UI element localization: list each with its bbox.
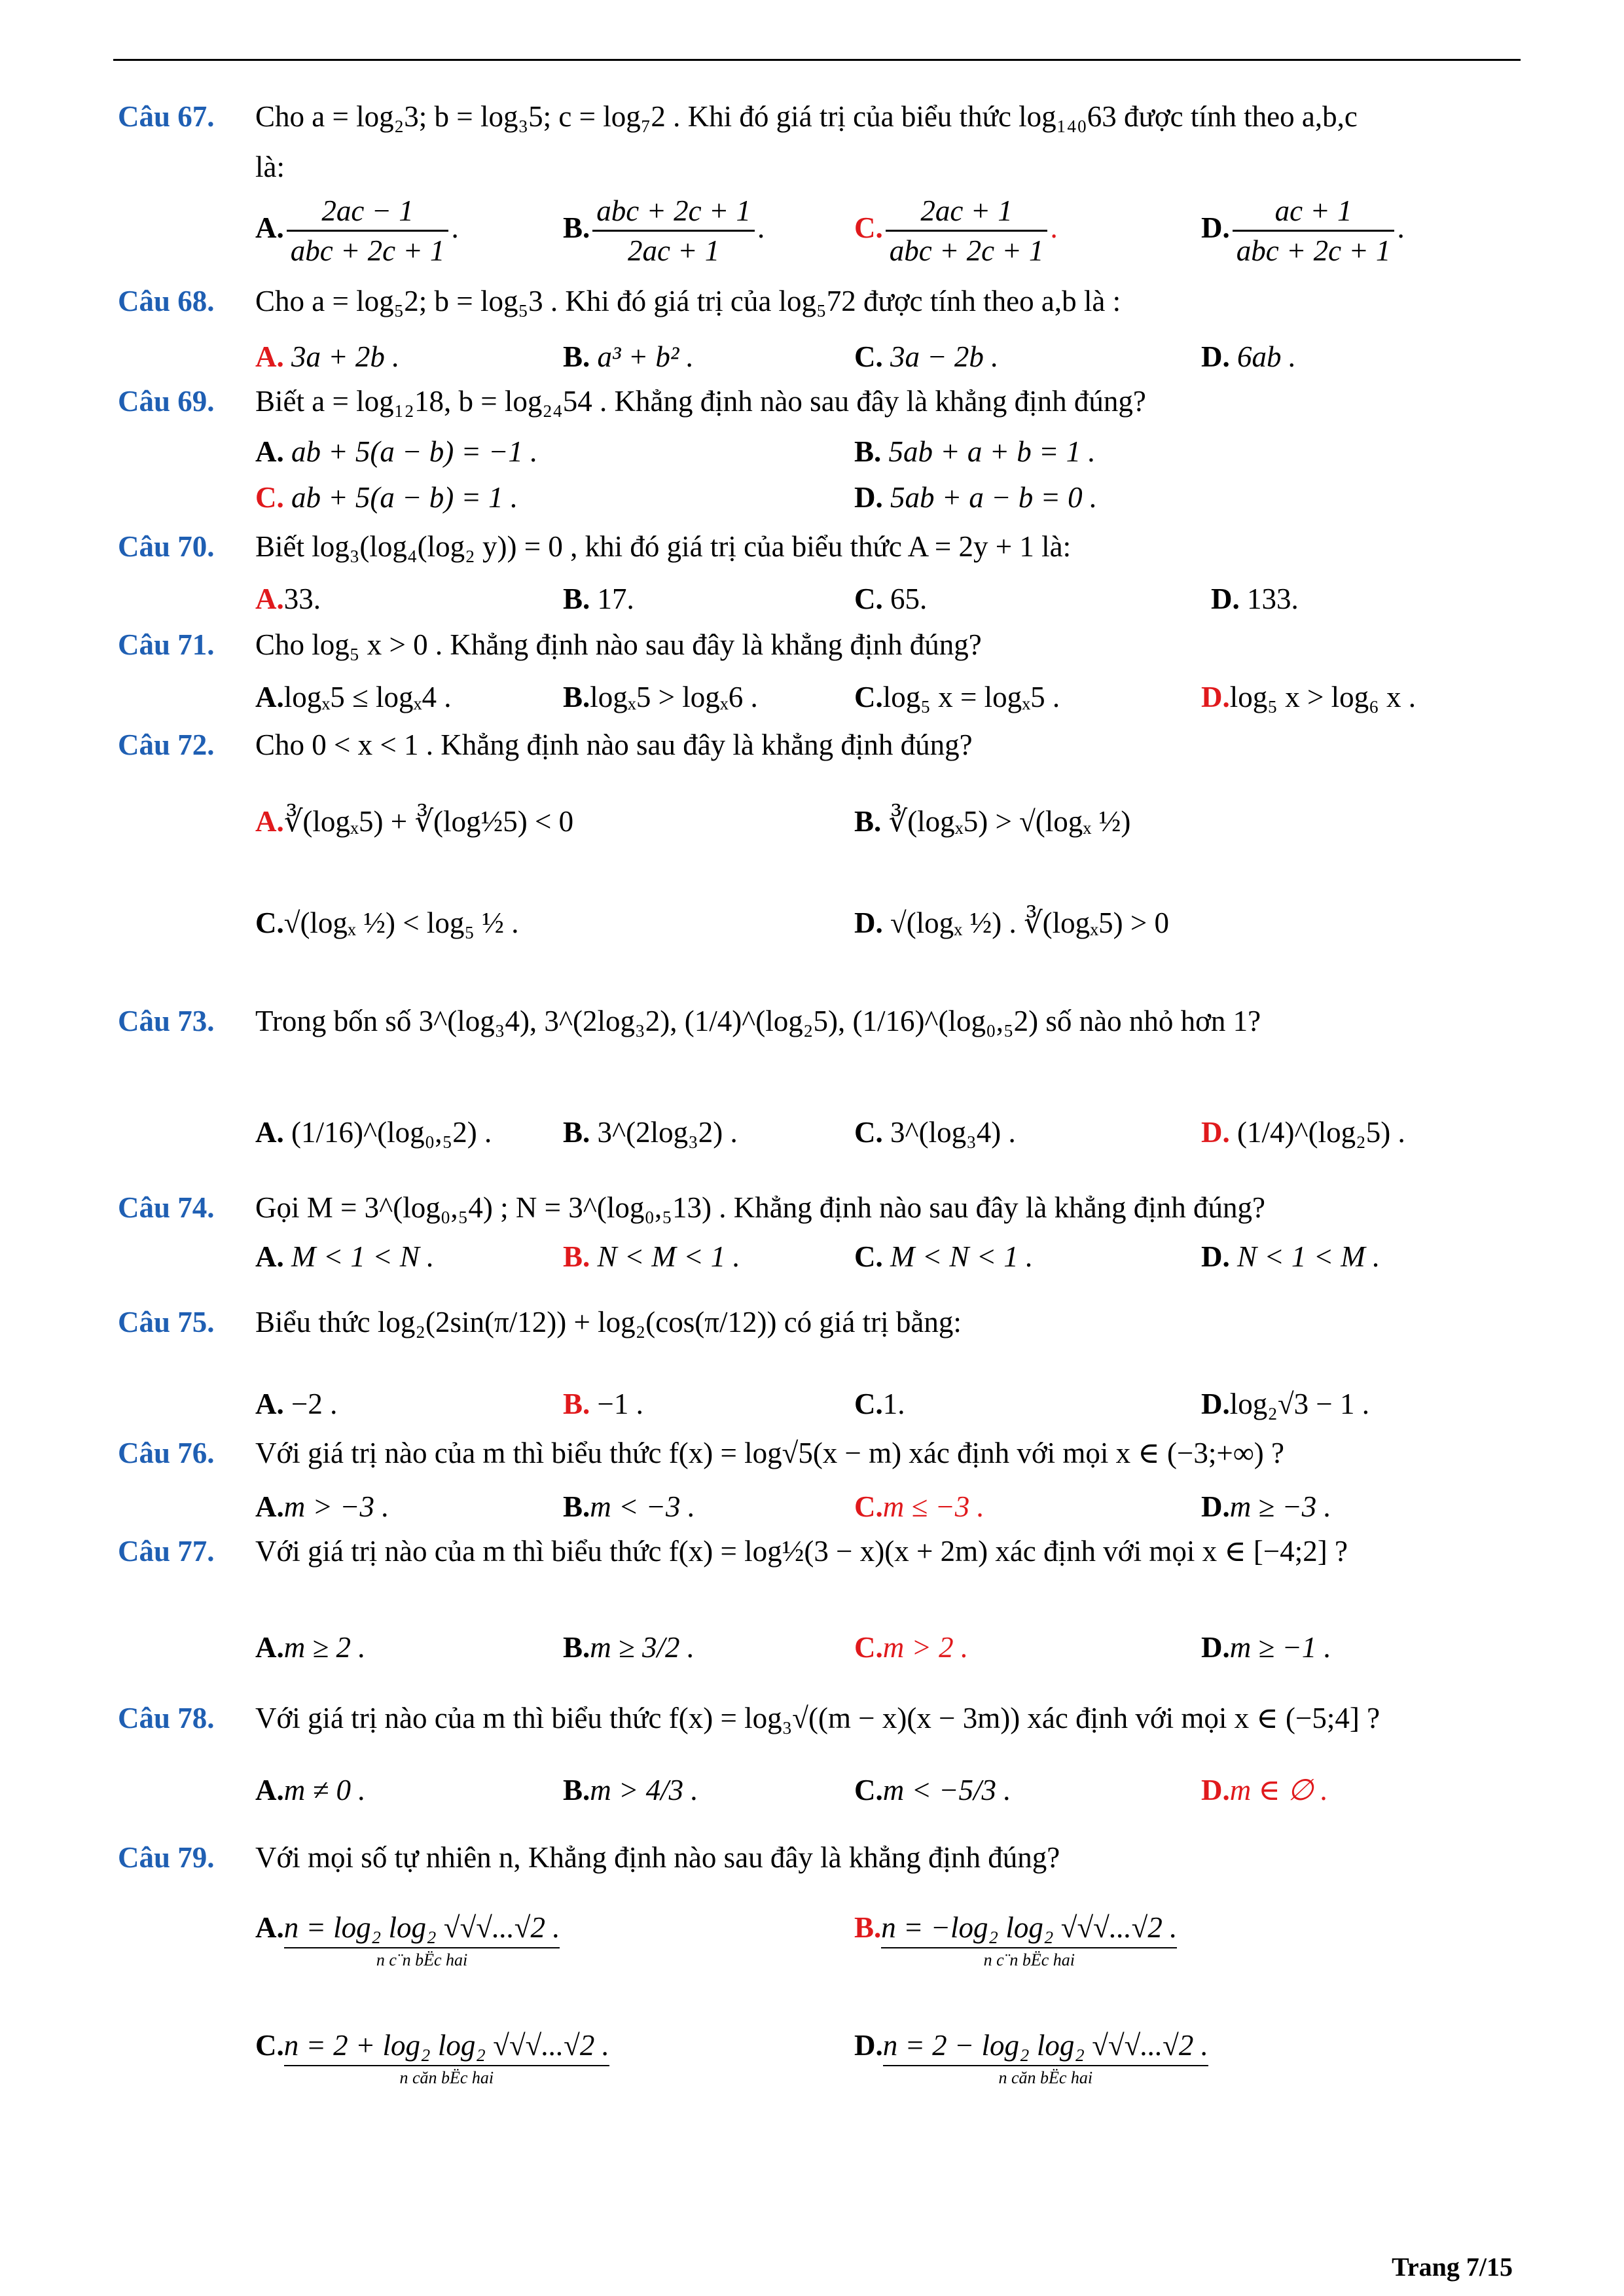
- option-76-d[interactable]: D.m ≥ −3 .: [1201, 1490, 1331, 1523]
- option-72-a[interactable]: A.∛(logₓ5) + ∛(log½5) < 0: [255, 805, 574, 838]
- option-68-d[interactable]: D. 6ab .: [1201, 340, 1296, 373]
- question-79: Câu 79. Với mọi số tự nhiên n, Khẳng định nào sau đây là khẳng định đúng?: [118, 1841, 1060, 1874]
- option-73-c[interactable]: C. 3^(log₃4) .: [854, 1116, 1016, 1149]
- option-76-b[interactable]: B.m < −3 .: [563, 1490, 695, 1523]
- option-79-d[interactable]: D.n = 2 − log₂ log₂ √√√...√2 . n căn bËc hai: [854, 2026, 1208, 2090]
- question-number: Câu 67.: [118, 100, 215, 133]
- option-73-a[interactable]: A. (1/16)^(log₀,₅2) .: [255, 1116, 492, 1149]
- question-74: Câu 74. Gọi M = 3^(log₀,₅4) ; N = 3^(log₀,₅13) . Khẳng định nào sau đây là khẳng định đúng?: [118, 1191, 1266, 1224]
- option-77-b[interactable]: B.m ≥ 3/2 .: [563, 1631, 695, 1664]
- option-68-a[interactable]: A. 3a + 2b .: [255, 340, 400, 373]
- option-67-a[interactable]: A. $\frac{2ac - 1}{\text{abc + 2c + 1}}$ .: [255, 192, 459, 270]
- option-75-b[interactable]: B. −1 .: [563, 1388, 643, 1420]
- question-70: Câu 70. Biết log₃(log₄(log₂ y)) = 0 , khi đó giá trị của biểu thức A = 2y + 1 là:: [118, 530, 1072, 563]
- option-79-b[interactable]: B.n = −log₂ log₂ √√√...√2 . n c¨n bËc hai: [854, 1908, 1177, 1972]
- option-70-d[interactable]: D. 133.: [1211, 583, 1299, 615]
- option-69-b[interactable]: B. 5ab + a + b = 1 .: [854, 435, 1096, 468]
- option-76-c[interactable]: C.m ≤ −3 .: [854, 1490, 984, 1523]
- question-72: Câu 72. Cho 0 < x < 1 . Khẳng định nào sau đây là khẳng định đúng?: [118, 728, 973, 761]
- option-71-a[interactable]: A.logₓ5 ≤ logₓ4 .: [255, 681, 452, 713]
- question-75: Câu 75. Biểu thức log₂(2sin(π/12)) + log₂(cos(π/12)) có giá trị bằng:: [118, 1306, 962, 1338]
- option-71-c[interactable]: C.log₅ x = logₓ5 .: [854, 681, 1060, 713]
- option-78-d[interactable]: D.m ∈ ∅ .: [1201, 1774, 1328, 1806]
- option-74-b[interactable]: B. N < M < 1 .: [563, 1240, 740, 1273]
- option-67-c[interactable]: C. $\frac{2ac + 1}{\text{abc + 2c + 1}}$ .: [854, 192, 1058, 270]
- option-73-b[interactable]: B. 3^(2log₃2) .: [563, 1116, 738, 1149]
- option-75-a[interactable]: A. −2 .: [255, 1388, 338, 1420]
- question-68: Câu 68. Cho a = log₅2; b = log₅3 . Khi đó giá trị của log₅72 được tính theo a,b là :: [118, 285, 1121, 317]
- question-69: Câu 69. Biết a = log₁₂18, b = log₂₄54 . Khẳng định nào sau đây là khẳng định đúng?: [118, 385, 1146, 418]
- option-69-d[interactable]: D. 5ab + a − b = 0 .: [854, 481, 1098, 514]
- option-75-d[interactable]: D.log₂√3 − 1 .: [1201, 1388, 1370, 1420]
- option-74-c[interactable]: C. M < N < 1 .: [854, 1240, 1034, 1273]
- question-78: Câu 78. Với giá trị nào của m thì biểu thức f(x) = log₃√((m − x)(x − 3m)) xác định với mọi x ∈ (−5;4] ?: [118, 1702, 1380, 1734]
- option-79-a[interactable]: A.n = log₂ log₂ √√√...√2 . n c¨n bËc hai: [255, 1908, 560, 1972]
- question-71: Câu 71. Cho log₅ x > 0 . Khẳng định nào sau đây là khẳng định đúng?: [118, 628, 982, 661]
- option-76-a[interactable]: A.m > −3 .: [255, 1490, 389, 1523]
- option-79-c[interactable]: C.n = 2 + log₂ log₂ √√√...√2 . n căn bËc hai: [255, 2026, 609, 2090]
- question-77: Câu 77. Với giá trị nào của m thì biểu thức f(x) = log½(3 − x)(x + 2m) xác định với mọi x ∈ [−4;2] ?: [118, 1535, 1348, 1568]
- option-67-b[interactable]: B. $\frac{\text{abc + 2c + 1}}{2ac + 1}$ .: [563, 192, 765, 270]
- option-67-d[interactable]: D. $\frac{ac + 1}{\text{abc + 2c + 1}}$ .: [1201, 192, 1405, 270]
- option-77-c[interactable]: C.m > 2 .: [854, 1631, 969, 1664]
- option-68-c[interactable]: C. 3a − 2b .: [854, 340, 999, 373]
- option-70-a[interactable]: A.33.: [255, 583, 321, 615]
- option-72-c[interactable]: C.√(logₓ ½) < log₅ ½ .: [255, 906, 519, 939]
- option-72-b[interactable]: B. ∛(logₓ5) > √(logₓ ½): [854, 805, 1131, 838]
- question-73: Câu 73. Trong bốn số 3^(log₃4), 3^(2log₃2), (1/4)^(log₂5), (1/16)^(log₀,₅2) số nào nhỏ hơn 1?: [118, 1005, 1261, 1037]
- option-74-a[interactable]: A. M < 1 < N .: [255, 1240, 435, 1273]
- option-71-d[interactable]: D.log₅ x > log₆ x .: [1201, 681, 1416, 713]
- option-69-a[interactable]: A. ab + 5(a − b) = −1 .: [255, 435, 538, 468]
- option-78-c[interactable]: C.m < −5/3 .: [854, 1774, 1011, 1806]
- question-67-stem-cont: là:: [255, 151, 285, 183]
- option-73-d[interactable]: D. (1/4)^(log₂5) .: [1201, 1116, 1405, 1149]
- question-67: [118, 97, 1358, 136]
- top-rule: [113, 59, 1521, 61]
- option-71-b[interactable]: B.logₓ5 > logₓ6 .: [563, 681, 758, 713]
- option-77-a[interactable]: A.m ≥ 2 .: [255, 1631, 366, 1664]
- question-76: Câu 76. Với giá trị nào của m thì biểu thức f(x) = log√5(x − m) xác định với mọi x ∈ (−3;+∞) ?: [118, 1437, 1285, 1469]
- option-77-d[interactable]: D.m ≥ −1 .: [1201, 1631, 1331, 1664]
- option-70-b[interactable]: B. 17.: [563, 583, 634, 615]
- option-74-d[interactable]: D. N < 1 < M .: [1201, 1240, 1380, 1273]
- question-stem: Cho a = log₂3; b = log₃5; c = log₇2 . Khi đó giá trị của biểu thức log₁₄₀63 được tính theo a,b,c: [255, 100, 1358, 133]
- option-70-c[interactable]: C. 65.: [854, 583, 928, 615]
- option-69-c[interactable]: C. ab + 5(a − b) = 1 .: [255, 481, 518, 514]
- page-number: Trang 7/15: [1392, 2252, 1513, 2282]
- option-78-a[interactable]: A.m ≠ 0 .: [255, 1774, 366, 1806]
- option-75-c[interactable]: C.1.: [854, 1388, 905, 1420]
- option-68-b[interactable]: B. a³ + b² .: [563, 340, 694, 373]
- option-72-d[interactable]: D. √(logₓ ½) . ∛(logₓ5) > 0: [854, 906, 1170, 939]
- option-78-b[interactable]: B.m > 4/3 .: [563, 1774, 698, 1806]
